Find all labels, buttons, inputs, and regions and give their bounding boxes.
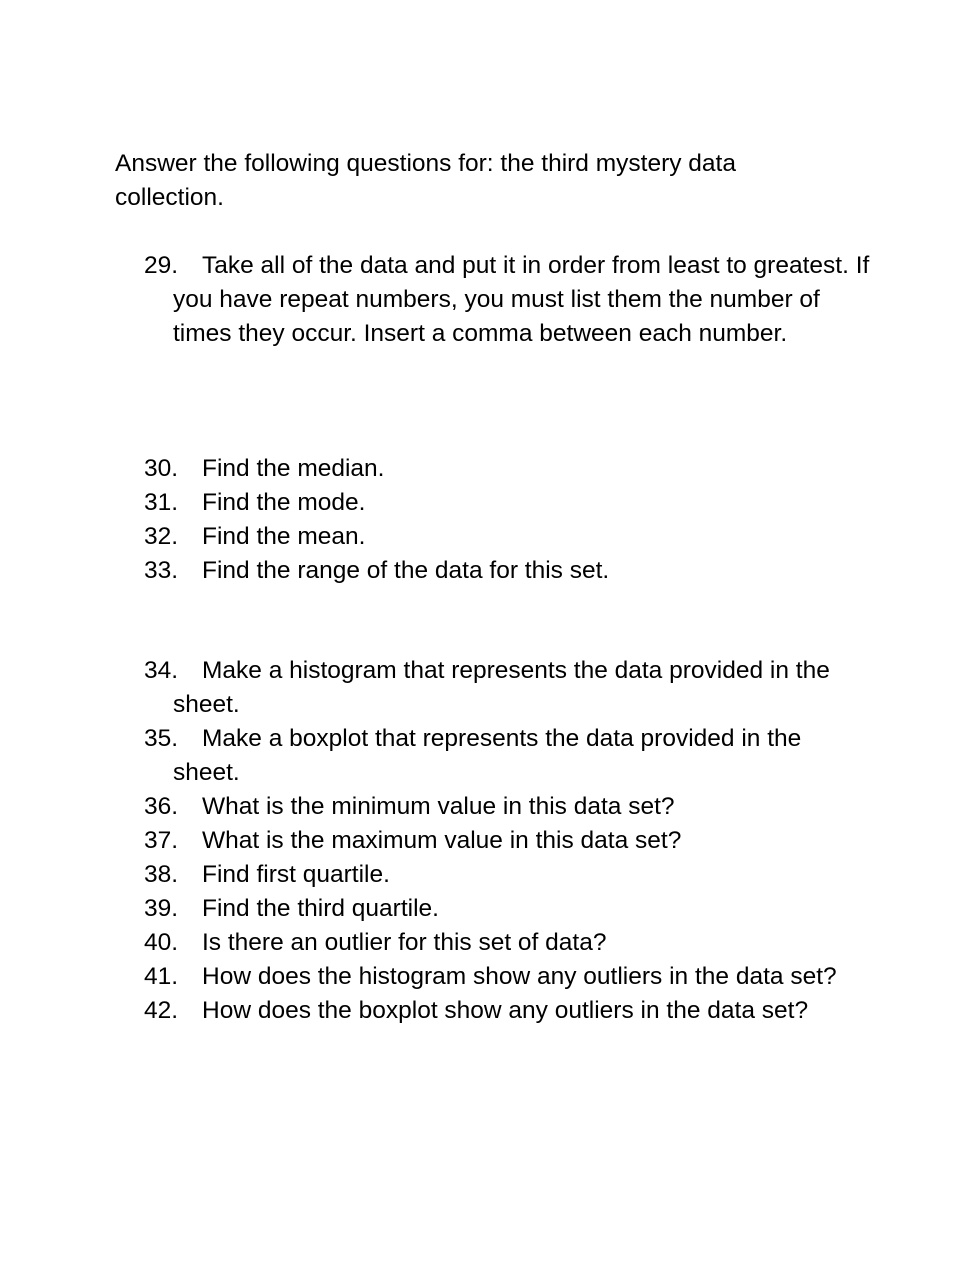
question-text: Make a histogram that represents the data provided in the sheet.	[173, 657, 830, 718]
question-text: Find the median.	[202, 455, 385, 482]
question-item	[144, 858, 864, 892]
question-number: 33.	[144, 557, 179, 584]
question-item	[144, 824, 864, 858]
question-number: 40.	[144, 929, 179, 956]
question-text: Find the mode.	[202, 489, 366, 516]
question-item	[144, 994, 864, 1028]
question-text: Find the mean.	[202, 523, 366, 550]
question-text: Take all of the data and put it in order from least to greatest. If you have repeat numbers, you must list them the number of times they occur. Insert a comma between each number.	[173, 252, 870, 347]
intro-paragraph: Answer the following questions for: the third mystery data collection.	[115, 150, 736, 211]
question-list-30-33	[144, 452, 874, 588]
question-list-29	[144, 249, 874, 351]
question-item	[144, 554, 874, 588]
question-item	[144, 249, 874, 351]
question-number: 41.	[144, 963, 179, 990]
question-text: What is the minimum value in this data set?	[202, 793, 675, 820]
question-text: How does the histogram show any outliers in the data set?	[202, 963, 837, 990]
question-number: 36.	[144, 793, 179, 820]
question-text: Find the third quartile.	[202, 895, 439, 922]
question-number: 32.	[144, 523, 179, 550]
question-list-34-42	[144, 654, 864, 1028]
question-number: 35.	[144, 725, 179, 752]
question-item	[144, 926, 864, 960]
question-number: 42.	[144, 997, 179, 1024]
question-number: 29.	[144, 252, 179, 279]
question-item	[144, 654, 864, 722]
question-number: 34.	[144, 657, 179, 684]
question-text: How does the boxplot show any outliers in the data set?	[202, 997, 809, 1024]
question-number: 39.	[144, 895, 179, 922]
question-text: Make a boxplot that represents the data provided in the sheet.	[173, 725, 802, 786]
question-number: 38.	[144, 861, 179, 888]
question-item	[144, 486, 874, 520]
question-item	[144, 520, 874, 554]
question-item	[144, 790, 864, 824]
question-text: Find the range of the data for this set.	[202, 557, 610, 584]
question-number: 31.	[144, 489, 179, 516]
question-item	[144, 452, 874, 486]
question-item	[144, 722, 864, 790]
question-item	[144, 960, 864, 994]
question-text: What is the maximum value in this data set?	[202, 827, 682, 854]
question-number: 30.	[144, 455, 179, 482]
question-text: Is there an outlier for this set of data?	[202, 929, 607, 956]
question-text: Find first quartile.	[202, 861, 390, 888]
question-item	[144, 892, 864, 926]
question-number: 37.	[144, 827, 179, 854]
